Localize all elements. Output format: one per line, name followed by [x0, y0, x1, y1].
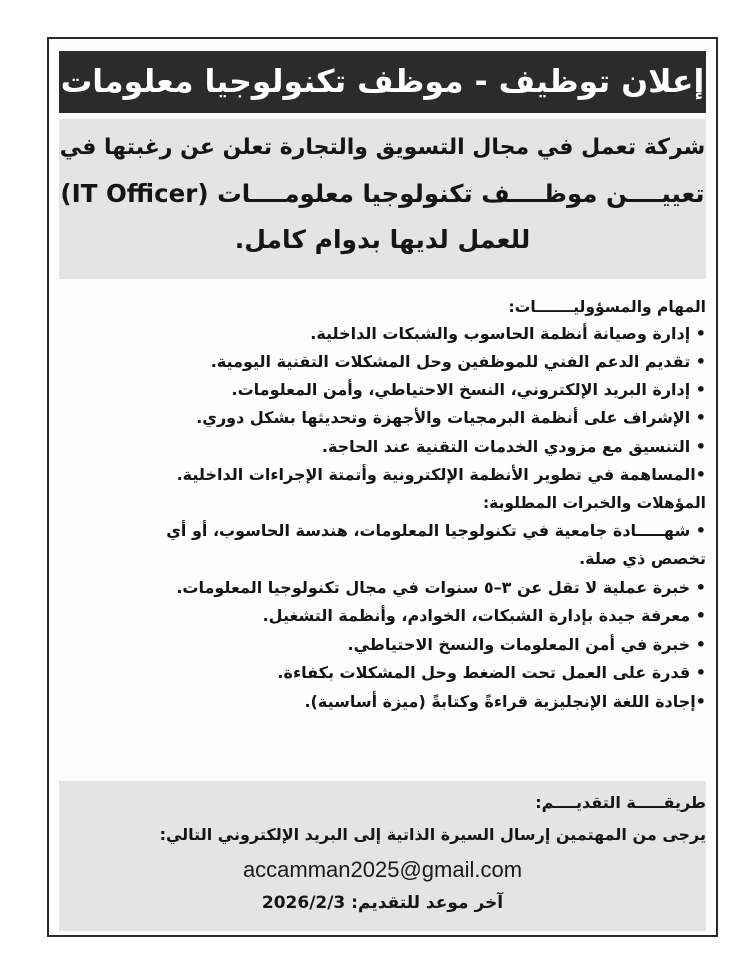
- qualification-item: • قدرة على العمل تحت الضغط وحل المشكلات بكفاءة.: [277, 663, 706, 682]
- responsibility-item: •المساهمة في تطوير الأنظمة الإلكترونية وأتمتة الإجراءات الداخلية.: [176, 465, 706, 484]
- ad-body: [59, 285, 706, 775]
- intro-line: للعمل لديها بدوام كامل.: [234, 225, 531, 254]
- qualification-item: • شهـــــادة جامعية في تكنولوجيا المعلومات، هندسة الحاسوب، أو أي: [166, 521, 706, 540]
- responsibility-item: • إدارة وصيانة أنظمة الحاسوب والشبكات الداخلية.: [310, 324, 706, 343]
- qualification-item: • معرفة جيدة بإدارة الشبكات، الخوادم، وأنظمة التشغيل.: [262, 606, 706, 625]
- application-heading: طريقـــــة التقديــــم:: [535, 793, 706, 812]
- intro-box: [59, 119, 706, 279]
- qualification-item: •إجادة اللغة الإنجليزية قراءةً وكتابةً (ميزة أساسية).: [304, 692, 706, 711]
- contact-email[interactable]: accamman2025@gmail.com: [242, 857, 523, 882]
- intro-line: شركة تعمل في مجال التسويق والتجارة تعلن عن رغبتها في: [59, 135, 706, 160]
- ad-title-banner: إعلان توظيف - موظف تكنولوجيا معلومات: [59, 51, 706, 113]
- qualification-item: • خبرة عملية لا تقل عن ٣–٥ سنوات في مجال تكنولوجيا المعلومات.: [176, 578, 706, 597]
- responsibility-item: • الإشراف على أنظمة البرمجيات والأجهزة وتحديثها بشكل دوري.: [196, 408, 706, 427]
- responsibility-item: • تقديم الدعم الفني للموظفين وحل المشكلات التقنية اليومية.: [210, 352, 706, 371]
- responsibility-item: • التنسيق مع مزودي الخدمات التقنية عند الحاجة.: [321, 437, 706, 456]
- application-text: يرجى من المهتمين إرسال السيرة الذاتية إلى البريد الإلكتروني التالي:: [159, 825, 706, 844]
- qualifications-heading: المؤهلات والخبرات المطلوبة:: [482, 494, 706, 512]
- qualification-item: تخصص ذي صلة.: [579, 549, 706, 568]
- job-advertisement: [47, 37, 718, 937]
- application-box: [59, 781, 706, 931]
- responsibility-item: • إدارة البريد الإلكتروني، النسخ الاحتياطي، وأمن المعلومات.: [231, 380, 706, 399]
- intro-line: تعييــــن موظــــف تكنولوجيا معلومــــات (IT Officer): [60, 179, 705, 208]
- responsibilities-heading: المهام والمسؤوليـــــــات:: [508, 298, 706, 316]
- application-deadline: آخر موعد للتقديم: 2026/2/3: [261, 893, 504, 913]
- qualification-item: • خبرة في أمن المعلومات والنسخ الاحتياطي.: [347, 635, 706, 654]
